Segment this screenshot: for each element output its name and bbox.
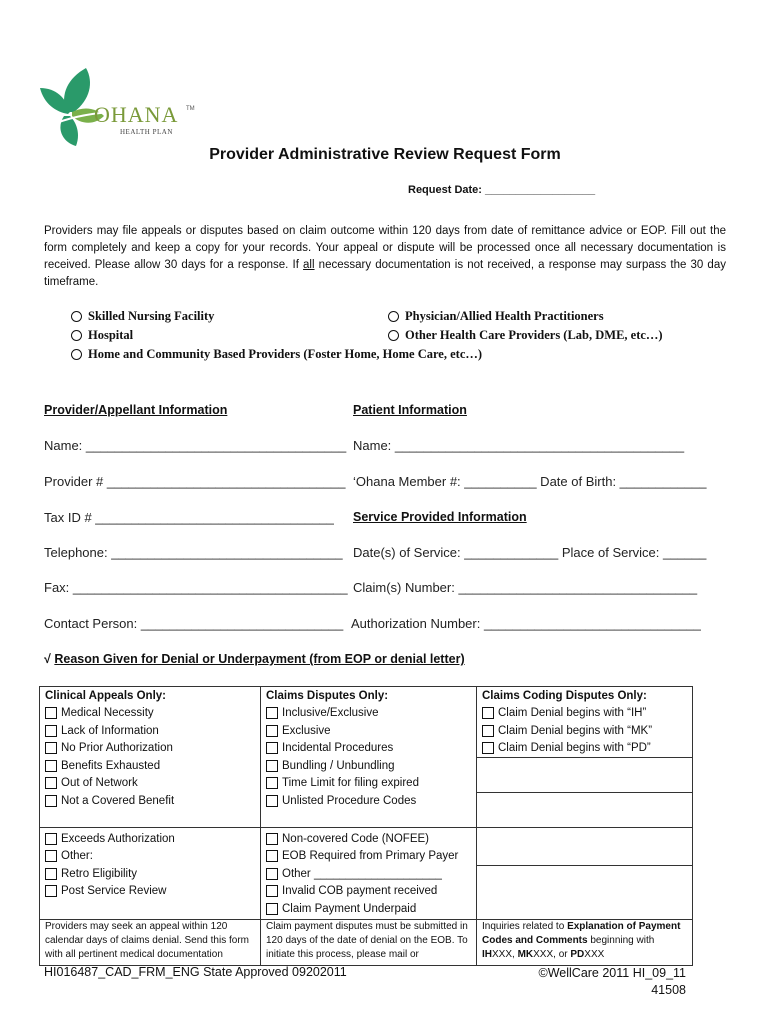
provider-type-skilled[interactable]	[71, 309, 214, 324]
clinical-appeal-item[interactable]	[45, 740, 255, 758]
form-code-footer: HI016487_CAD_FRM_ENG State Approved 09202011	[44, 965, 347, 979]
claims-dispute-label: Non-covered Code (NOFEE)	[282, 832, 429, 845]
clinical-appeal-item[interactable]	[45, 848, 255, 866]
check-mark: √	[44, 652, 55, 666]
claims-dispute-item[interactable]	[266, 775, 471, 793]
logo-leaf-top	[64, 68, 90, 112]
coding-disputes-cell	[477, 687, 693, 828]
intro-text-1: Providers may file appeals or disputes based on claim outcome within 120 days from date of remittance advice or EOP. Fill out the form completely and keep a copy for your records. Your appeal or dispute will be processed once all necessary documentation is received. Please allow 30 days for a response. If	[44, 225, 726, 271]
checkbox[interactable]	[266, 777, 278, 789]
clinical-appeal-item[interactable]	[45, 705, 255, 723]
clinical-appeal-item[interactable]	[45, 865, 255, 883]
coding-dispute-label: Claim Denial begins with “IH”	[498, 707, 647, 720]
checkbox[interactable]	[45, 742, 57, 754]
note3-mk: MK	[517, 949, 534, 960]
checkbox[interactable]	[266, 707, 278, 719]
intro-underlined: all	[303, 259, 315, 271]
coding-dispute-item[interactable]	[482, 705, 687, 723]
checkbox[interactable]	[266, 868, 278, 880]
claims-dispute-label: Claim Payment Underpaid	[282, 902, 417, 915]
copyright-text: ©WellCare 2011 HI_09_11	[538, 966, 686, 980]
provider-type-hospital-label: Hospital	[88, 328, 134, 342]
clinical-appeals-list	[45, 705, 255, 810]
clinical-appeal-label: Medical Necessity	[61, 707, 154, 720]
provider-type-physician-label: Physician/Allied Health Practitioners	[405, 309, 604, 323]
patient-name-field[interactable]: Name: ________________________________________	[353, 438, 685, 453]
claims-dispute-item[interactable]	[266, 900, 471, 918]
clinical-appeal-item[interactable]	[45, 830, 255, 848]
telephone-field[interactable]: Telephone: ________________________________	[44, 545, 343, 560]
provider-type-other-label: Other Health Care Providers (Lab, DME, etc…)	[405, 328, 663, 342]
checkbox[interactable]	[266, 725, 278, 737]
member-dob-field[interactable]: ‘Ohana Member #: __________ Date of Birth: ____________	[353, 474, 707, 489]
claims-disputes-list-2	[266, 830, 471, 918]
checkbox[interactable]	[266, 760, 278, 772]
checkbox[interactable]	[45, 777, 57, 789]
claims-dispute-label: Other ____________________	[282, 867, 442, 880]
checkbox[interactable]	[45, 725, 57, 737]
clinical-appeal-label: Out of Network	[61, 777, 138, 790]
clinical-appeal-label: Post Service Review	[61, 885, 167, 898]
provider-type-home[interactable]	[71, 347, 482, 362]
table-row	[40, 687, 693, 828]
checkbox[interactable]	[45, 850, 57, 862]
claims-disputes-note: Claim payment disputes must be submitted in 120 days of the date of denial on the EOB. To initiate this process, please mail or	[261, 920, 477, 966]
claims-dispute-label: Unlisted Procedure Codes	[282, 794, 417, 807]
provider-type-other[interactable]	[388, 328, 663, 343]
claims-disputes-cell	[261, 687, 477, 828]
note3-text-3: XXX,	[492, 949, 518, 960]
denial-reason-table	[39, 686, 693, 966]
claims-dispute-item[interactable]	[266, 757, 471, 775]
provider-name-field[interactable]: Name: ____________________________________	[44, 438, 347, 453]
clinical-appeal-item[interactable]	[45, 757, 255, 775]
claims-dispute-label: EOB Required from Primary Payer	[282, 850, 459, 863]
claims-dispute-label: Exclusive	[282, 724, 331, 737]
coding-disputes-cell-2	[477, 828, 693, 920]
clinical-appeals-note: Providers may seek an appeal within 120 calendar days of claims denial. Send this form with all pertinent medical documentation	[40, 920, 261, 966]
note3-text: Inquiries related to	[482, 921, 568, 932]
coding-blank-row	[477, 757, 692, 792]
denial-reason-label: Reason Given for Denial or Underpayment (from EOP or denial letter)	[54, 652, 465, 666]
form-title: Provider Administrative Review Request Form	[209, 146, 561, 163]
logo-wordmark: OHANA	[94, 102, 179, 127]
checkbox[interactable]	[45, 868, 57, 880]
note3-ih: IH	[482, 949, 492, 960]
checkbox[interactable]	[266, 833, 278, 845]
clinical-appeal-label: No Prior Authorization	[61, 742, 173, 755]
claims-dispute-item[interactable]	[266, 830, 471, 848]
radio-hospital[interactable]	[71, 330, 82, 341]
service-info-heading: Service Provided Information	[353, 510, 527, 524]
claims-dispute-label: Incidental Procedures	[282, 742, 394, 755]
claims-dispute-item[interactable]	[266, 740, 471, 758]
provider-info-heading: Provider/Appellant Information	[44, 403, 228, 417]
note3-pd: PD	[570, 949, 585, 960]
claims-dispute-item[interactable]	[266, 705, 471, 723]
provider-type-hospital[interactable]	[71, 328, 133, 343]
clinical-appeals-header: Clinical Appeals Only:	[45, 689, 166, 702]
clinical-appeal-item[interactable]	[45, 883, 255, 901]
clinical-appeals-cell-2	[40, 828, 261, 920]
provider-type-physician[interactable]	[388, 309, 604, 324]
provider-type-home-label: Home and Community Based Providers (Foster Home, Home Care, etc…)	[88, 347, 483, 361]
request-date-field[interactable]: Request Date: __________________	[408, 184, 596, 196]
claims-disputes-cell-2	[261, 828, 477, 920]
clinical-appeal-label: Retro Eligibility	[61, 867, 138, 880]
table-row	[40, 920, 693, 966]
note3-bold: Explanation of Payment Codes and Comments	[482, 921, 681, 946]
claims-disputes-list	[266, 705, 471, 810]
clinical-appeals-list-2	[45, 830, 255, 900]
provider-number-field[interactable]: Provider # _________________________________	[44, 474, 346, 489]
claims-disputes-header: Claims Disputes Only:	[266, 689, 389, 702]
claim-number-field[interactable]: Claim(s) Number: _________________________________	[353, 580, 698, 595]
coding-disputes-list	[482, 705, 687, 758]
clinical-appeal-label: Exceeds Authorization	[61, 832, 175, 845]
checkbox[interactable]	[266, 903, 278, 915]
table-row	[40, 828, 693, 920]
tax-id-field[interactable]: Tax ID # _________________________________	[44, 510, 334, 525]
checkbox[interactable]	[266, 850, 278, 862]
checkbox[interactable]	[482, 742, 494, 754]
copyright-footer	[530, 965, 686, 999]
coding-dispute-item[interactable]	[482, 722, 687, 740]
clinical-appeal-label: Other:	[61, 850, 93, 863]
claims-dispute-item[interactable]	[266, 883, 471, 901]
checkbox[interactable]	[45, 795, 57, 807]
clinical-appeal-label: Benefits Exhausted	[61, 759, 161, 772]
coding-dispute-label: Claim Denial begins with “PD”	[498, 742, 651, 755]
coding-blank-row	[477, 792, 692, 827]
claims-dispute-item[interactable]	[266, 848, 471, 866]
checkbox[interactable]	[45, 885, 57, 897]
coding-dispute-item[interactable]	[482, 740, 687, 758]
coding-blank-row	[477, 828, 692, 865]
checkbox[interactable]	[482, 707, 494, 719]
clinical-appeal-label: Not a Covered Benefit	[61, 794, 175, 807]
claims-dispute-item[interactable]	[266, 722, 471, 740]
clinical-appeal-item[interactable]	[45, 722, 255, 740]
coding-disputes-note	[477, 920, 693, 966]
claims-dispute-item[interactable]	[266, 792, 471, 810]
fax-field[interactable]: Fax: ______________________________________	[44, 580, 348, 595]
radio-physician[interactable]	[388, 311, 399, 322]
intro-text-2: necessary documentation is not received, a response may surpass the 30 day timeframe.	[44, 259, 726, 288]
radio-skilled[interactable]	[71, 311, 82, 322]
claims-dispute-label: Invalid COB payment received	[282, 885, 438, 898]
form-number: 41508	[651, 983, 686, 997]
checkbox[interactable]	[45, 760, 57, 772]
note3-text-4: XXX, or	[533, 949, 571, 960]
coding-disputes-header: Claims Coding Disputes Only:	[482, 689, 647, 702]
provider-type-skilled-label: Skilled Nursing Facility	[88, 309, 215, 323]
clinical-appeal-item[interactable]	[45, 775, 255, 793]
clinical-appeal-label: Lack of Information	[61, 724, 159, 737]
checkbox[interactable]	[266, 795, 278, 807]
checkbox[interactable]	[266, 742, 278, 754]
logo-subtitle: HEALTH PLAN	[120, 128, 173, 136]
patient-info-heading: Patient Information	[353, 403, 467, 417]
contact-person-field[interactable]: Contact Person: ____________________________	[44, 616, 344, 631]
intro-paragraph	[44, 223, 726, 291]
radio-other[interactable]	[388, 330, 399, 341]
checkbox[interactable]	[45, 707, 57, 719]
checkbox[interactable]	[482, 725, 494, 737]
authorization-number-field[interactable]: Authorization Number: ______________________________	[351, 616, 701, 631]
coding-dispute-label: Claim Denial begins with “MK”	[498, 724, 653, 737]
radio-home[interactable]	[71, 349, 82, 360]
logo-trademark: TM	[186, 106, 195, 112]
coding-blank-row	[477, 865, 692, 919]
claims-dispute-item[interactable]	[266, 865, 471, 883]
clinical-appeal-item[interactable]	[45, 792, 255, 810]
note3-text-5: XXX	[584, 949, 605, 960]
claims-dispute-label: Time Limit for filing expired	[282, 777, 419, 790]
service-dates-field[interactable]: Date(s) of Service: _____________ Place of Service: ______	[353, 545, 707, 560]
checkbox[interactable]	[266, 885, 278, 897]
denial-reason-heading	[44, 652, 465, 666]
checkbox[interactable]	[45, 833, 57, 845]
note3-text-2: beginning with	[587, 935, 655, 946]
claims-dispute-label: Bundling / Unbundling	[282, 759, 395, 772]
claims-dispute-label: Inclusive/Exclusive	[282, 707, 379, 720]
clinical-appeals-cell	[40, 687, 261, 828]
